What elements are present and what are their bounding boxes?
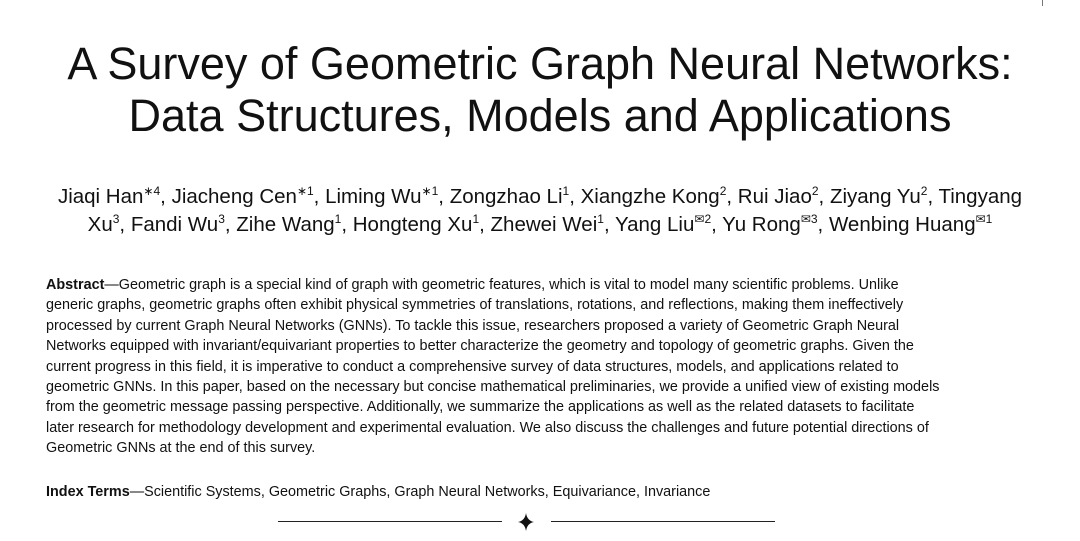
title-line-1: A Survey of Geometric Graph Neural Networks: <box>67 38 1013 89</box>
author: Jiaqi Han$^{∗4}$ <box>57 184 161 208</box>
section-separator <box>278 511 775 533</box>
author: Ziyang Yu$^2$ <box>829 184 928 208</box>
paper-title <box>0 38 1080 142</box>
author: Xiangzhe Kong$^2$ <box>580 184 727 208</box>
author-line-2: Xu$^3$, Fandi Wu$^3$, Zihe Wang$^1$, Hongteng Xu$^1$, Zhewei Wei$^1$, Yang Liu$^{✉2}$, Yu Rong$^{✉3}$, Wenbing Huang$^{✉1}$ <box>87 212 993 236</box>
author: Zhewei Wei$^1$ <box>490 212 604 236</box>
author: Rui Jiao$^2$ <box>737 184 819 208</box>
abstract <box>46 275 1036 459</box>
abstract-line: current progress in this field, it is imperative to conduct a comprehensive survey of data structures, models, and applications related to <box>46 358 899 375</box>
abstract-line: geometric GNNs. In this paper, based on the necessary but concise mathematical preliminaries, we provide a unified view of existing models <box>46 379 940 396</box>
author: Wenbing Huang$^{✉1}$ <box>828 212 993 236</box>
abstract-line: Abstract—Geometric graph is a special kind of graph with geometric features, which is vital to model many scientific problems. Unlike <box>46 277 899 293</box>
abstract-line: generic graphs, geometric graphs often exhibit physical symmetries of translations, rotations, and reflections, making them ineffectively <box>46 297 904 314</box>
index-terms-text: Scientific Systems, Geometric Graphs, Graph Neural Networks, Equivariance, Invariance <box>144 484 711 500</box>
index-terms-label: Index Terms <box>46 484 130 500</box>
author: Fandi Wu$^3$ <box>130 212 225 236</box>
separator-rule-left <box>278 521 502 522</box>
abstract-label: Abstract <box>46 277 105 293</box>
author: Jiacheng Cen$^{∗1}$ <box>171 184 314 208</box>
index-terms: Index Terms—Scientific Systems, Geometric Graphs, Graph Neural Networks, Equivariance, Invariance <box>46 484 711 500</box>
title-line-2: Data Structures, Models and Applications <box>128 90 952 141</box>
separator-rule-right <box>551 521 775 522</box>
author: Yang Liu$^{✉2}$ <box>614 212 712 236</box>
author: Tingyang <box>938 185 1023 208</box>
abstract-line: processed by current Graph Neural Networks (GNNs). To tackle this issue, researchers proposed a variety of Geometric Graph Neural <box>46 317 900 334</box>
author: Xu$^3$ <box>87 212 120 236</box>
abstract-line: from the geometric message passing perspective. Additionally, we summarize the applications as well as the related datasets to facilitate <box>46 399 915 416</box>
author: Yu Rong$^{✉3}$ <box>722 212 818 236</box>
author: Zongzhao Li$^1$ <box>449 184 570 208</box>
four-point-star-icon <box>512 511 540 533</box>
abstract-line: Networks equipped with invariant/equivariant properties to better characterize the geometry and topology of geometric graphs. Given the <box>46 338 914 355</box>
author: Liming $Wu^{∗1}$ <box>325 184 439 208</box>
abstract-line: Geometric GNNs at the end of this survey. <box>46 440 316 457</box>
page-edge-mark <box>1042 0 1043 6</box>
abstract-line: later research for methodology development and experimental evaluation. We also discuss the challenges and future potential directions of <box>46 419 929 436</box>
author: Hongteng Xu$^1$ <box>352 212 480 236</box>
author-list <box>0 183 1080 239</box>
author: Zihe Wang$^1$ <box>236 212 342 236</box>
author-line-1: Jiaqi Han$^{∗4}$, Jiacheng Cen$^{∗1}$, Liming $Wu^{∗1}$, Zongzhao Li$^1$, Xiangzhe Kong$^2$, Rui Jiao$^2$, Ziyang Yu$^2$, Tingyang <box>57 184 1023 208</box>
